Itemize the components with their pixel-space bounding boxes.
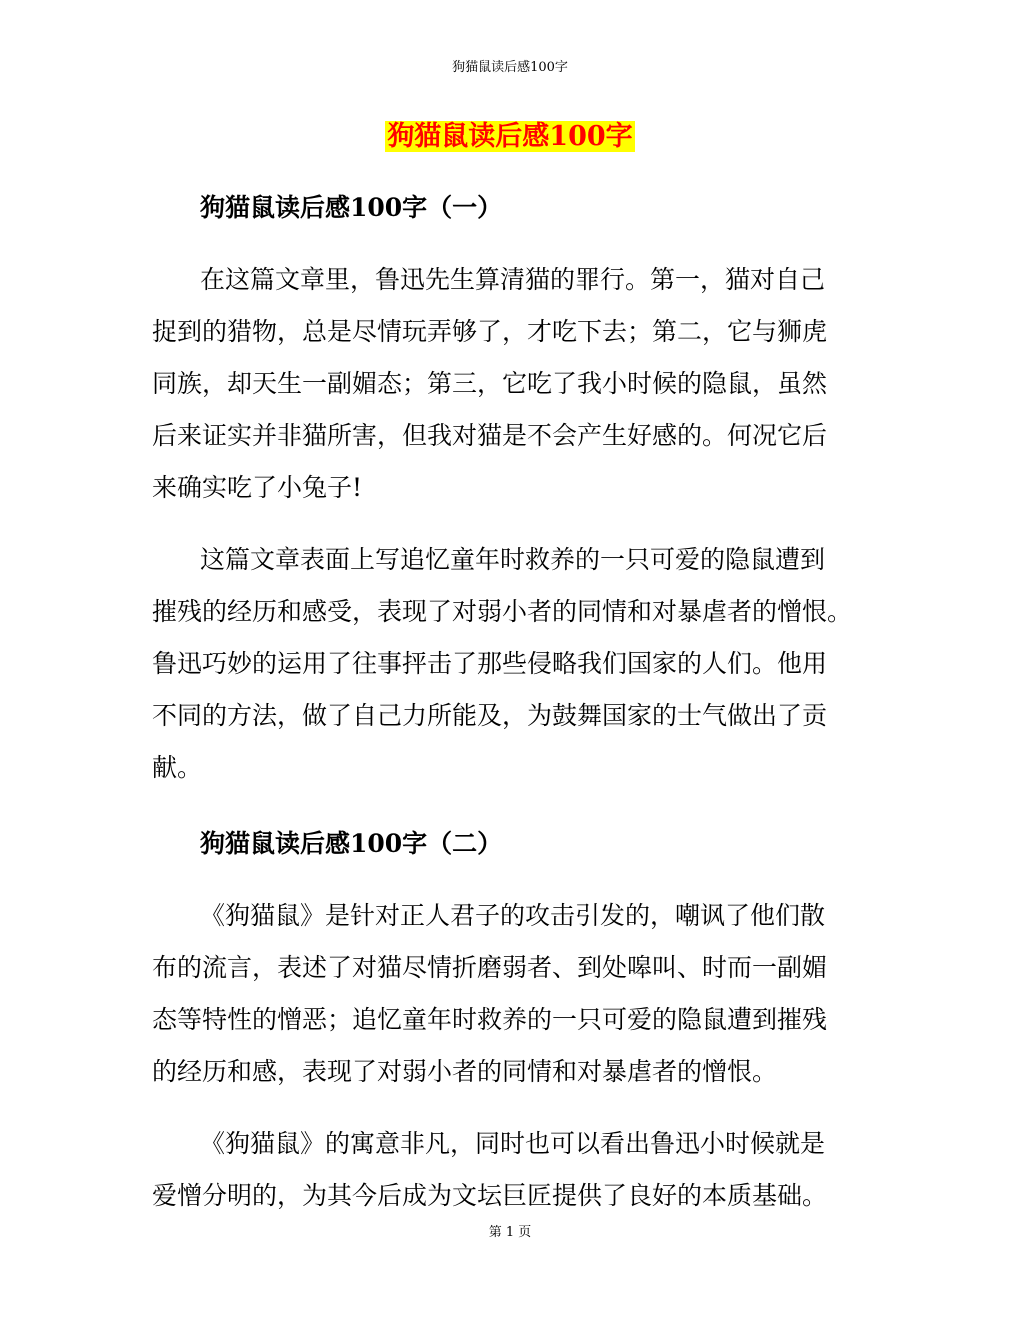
document-body [152,184,892,1222]
section-heading-2: 狗猫鼠读后感100字（二） [200,829,503,858]
page-number: 第 1 页 [488,1225,532,1240]
section-1-paragraph-1 [152,254,892,514]
paragraph-line: 的经历和感，表现了对弱小者的同情和对暴虐者的憎恨。 [152,1057,778,1086]
section-2-paragraph-2 [152,1118,892,1222]
paragraph-line: 同族，却天生一副媚态；第三，它吃了我小时候的隐鼠，虽然 [152,369,828,398]
paragraph-line: 爱憎分明的，为其今后成为文坛巨匠提供了良好的本质基础。 [152,1181,828,1210]
paragraph-line: 后来证实并非猫所害，但我对猫是不会产生好感的。何况它后 [152,421,828,450]
paragraph-line: 献。 [152,753,203,782]
page-header: 狗猫鼠读后感100字 [452,60,568,75]
paragraph-line: 鲁迅巧妙的运用了往事抨击了那些侵略我们国家的人们。他用 [152,649,828,678]
paragraph-line: 不同的方法，做了自己力所能及，为鼓舞国家的士气做出了贡 [152,701,828,730]
paragraph-line: 布的流言，表述了对猫尽情折磨弱者、到处嗥叫、时而一副媚 [152,953,828,982]
paragraph-line: 在这篇文章里，鲁迅先生算清猫的罪行。第一，猫对自己 [200,265,826,294]
document-title-highlight: 狗猫鼠读后感100字 [387,121,633,152]
paragraph-line: 这篇文章表面上写追忆童年时救养的一只可爱的隐鼠遭到 [200,545,826,574]
section-1-paragraph-2 [152,534,892,794]
paragraph-line: 摧残的经历和感受，表现了对弱小者的同情和对暴虐者的憎恨。 [152,597,853,626]
paragraph-line: 捉到的猎物，总是尽情玩弄够了，才吃下去；第二，它与狮虎 [152,317,828,346]
paragraph-line: 《狗猫鼠》是针对正人君子的攻击引发的，嘲讽了他们散 [200,901,826,930]
paragraph-line: 态等特性的憎恶；追忆童年时救养的一只可爱的隐鼠遭到摧残 [152,1005,828,1034]
paragraph-line: 《狗猫鼠》的寓意非凡，同时也可以看出鲁迅小时候就是 [200,1129,826,1158]
document-title [0,118,1020,156]
section-2-paragraph-1 [152,890,892,1098]
paragraph-line: 来确实吃了小兔子! [152,473,363,502]
section-heading-1: 狗猫鼠读后感100字（一） [200,193,503,222]
